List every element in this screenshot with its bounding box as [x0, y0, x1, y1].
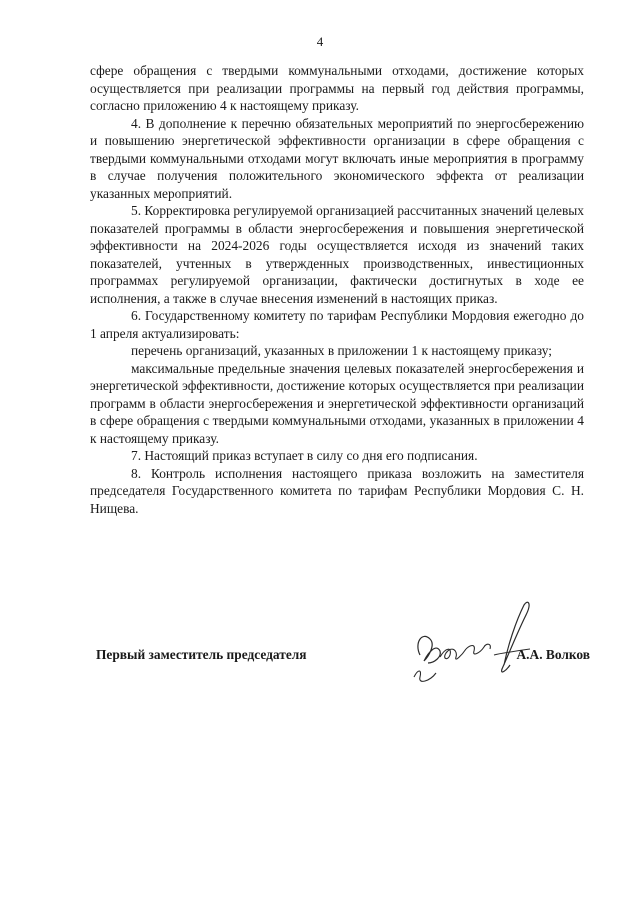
document-body	[90, 62, 584, 517]
paragraph-continuation: сфере обращения с твердыми коммунальными отходами, достижение которых осуществляется при реализации программы на первый год действия программы, согласно приложению 4 к настоящему приказу.	[90, 63, 584, 113]
paragraph-6-item-1: перечень организаций, указанных в приложении 1 к настоящему приказу;	[131, 343, 552, 358]
signature-block	[90, 595, 590, 695]
paragraph-6: 6. Государственному комитету по тарифам Республики Мордовия ежегодно до 1 апреля актуализировать:	[90, 308, 584, 341]
handwritten-signature	[406, 595, 536, 695]
signer-title: Первый заместитель председателя	[96, 647, 307, 662]
paragraph-5: 5. Корректировка регулируемой организацией рассчитанных значений целевых показателей программы в области энергосбережения и повышения энергетической эффективности на 2024-2026 годы осуществляется исходя из значений таких показателей, учтенных в утвержденных производственных, инвестиционных программах регулируемой организации, фактически достигнутых в ходе ее исполнения, а также в случае внесения изменений в настоящих приказ.	[90, 203, 584, 306]
signer-name: А.А. Волков	[516, 647, 590, 662]
paragraph-4: 4. В дополнение к перечню обязательных мероприятий по энергосбережению и повышению энергетической эффективности организации в сфере обращения с твердыми коммунальными отходами могут включать иные мероприятия в программу в случае получения положительного экономического эффекта от реализации указанных мероприятий.	[90, 115, 584, 201]
paragraph-8: 8. Контроль исполнения настоящего приказа возложить на заместителя председателя Государственного комитета по тарифам Республики Мордовия С. Н. Нищева.	[90, 465, 584, 516]
paragraph-6-item-2: максимальные предельные значения целевых показателей энергосбережения и энергетической эффективности, достижение которых осуществляется при реализации программ в области энергосбережения и энергетической эффективности организаций в сфере обращения с твердыми коммунальными отходами, указанных в приложении 4 к настоящему приказу.	[90, 360, 584, 446]
page-number: 4	[316, 34, 324, 49]
paragraph-7: 7. Настоящий приказ вступает в силу со дня его подписания.	[131, 448, 478, 463]
